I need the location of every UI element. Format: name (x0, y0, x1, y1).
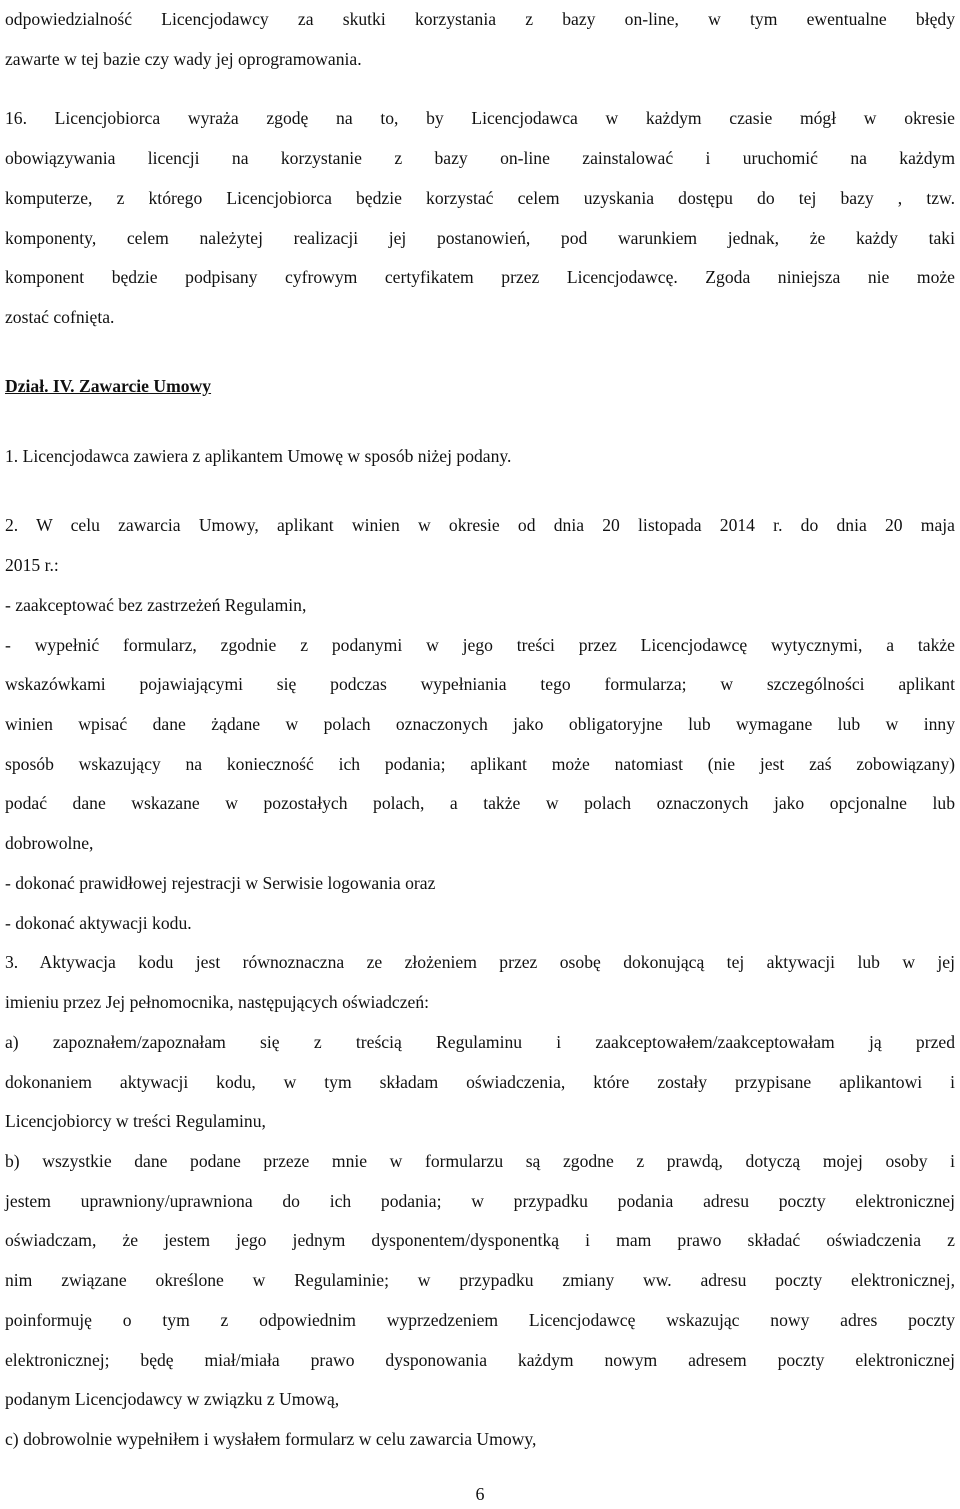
text-line: wskazówkami pojawiającymi się podczas wypełniania tego formularza; w szczególności aplikant (5, 674, 955, 694)
text-line: zostać cofnięta. (5, 307, 115, 327)
text-line: dobrowolne, (5, 833, 94, 853)
text-line: elektronicznej; będę miał/miała prawo dysponowania każdym nowym adresem poczty elektronicznej (5, 1350, 955, 1370)
text-line: 1. Licencjodawca zawiera z aplikantem Umowę w sposób niżej podany. (5, 446, 512, 466)
text-line: 3. Aktywacja kodu jest równoznaczna ze złożeniem przez osobę dokonującą tej aktywacji lub w jej (5, 952, 955, 972)
text-line: c) dobrowolnie wypełniłem i wysłałem formularz w celu zawarcia Umowy, (5, 1429, 537, 1449)
text-line: Licencjobiorcy w treści Regulaminu, (5, 1111, 266, 1131)
text-line: podanym Licencjodawcy w związku z Umową, (5, 1389, 340, 1409)
text-line: oświadczam, że jestem jego jednym dysponentem/dysponentką i mam prawo składać oświadczenia z (5, 1230, 955, 1250)
text-line: poinformuję o tym z odpowiednim wyprzedzeniem Licencjodawcę wskazując nowy adres poczty (5, 1310, 955, 1330)
text-line: nim związane określone w Regulaminie; w przypadku zmiany ww. adresu poczty elektronicznej, (5, 1270, 955, 1290)
text-line: odpowiedzialność Licencjodawcy za skutki korzystania z bazy on-line, w tym ewentualne błędy (5, 9, 955, 29)
text-line: - zaakceptować bez zastrzeżeń Regulamin, (5, 595, 307, 615)
text-line: komputerze, z którego Licencjobiorca będzie korzystać celem uzyskania dostępu do tej bazy , tzw. (5, 188, 955, 208)
text-line: winien wpisać dane żądane w polach oznaczonych jako obligatoryjne lub wymagane lub w inny (5, 714, 955, 734)
text-line: b) wszystkie dane podane przeze mnie w formularzu są zgodne z prawdą, dotyczą mojej osoby i (5, 1151, 955, 1171)
text-line: 16. Licencjobiorca wyraża zgodę na to, by Licencjodawca w każdym czasie mógł w okresie (5, 108, 955, 128)
text-line: obowiązywania licencji na korzystanie z bazy on-line zainstalować i uruchomić na każdym (5, 148, 955, 168)
text-line: a) zapoznałem/zapoznałam się z treścią Regulaminu i zaakceptowałem/zaakceptowałam ją przed (5, 1032, 955, 1052)
text-line: - dokonać prawidłowej rejestracji w Serwisie logowania oraz (5, 873, 436, 893)
text-line: komponent będzie podpisany cyfrowym certyfikatem przez Licencjodawcę. Zgoda niniejsza nie może (5, 267, 955, 287)
text-line: 2015 r.: (5, 555, 59, 575)
document-page (5, 0, 955, 1509)
text-line: - wypełnić formularz, zgodnie z podanymi w jego treści przez Licencjodawcę wytycznymi, a także (5, 635, 955, 655)
text-line: jestem uprawniony/uprawniona do ich podania; w przypadku podania adresu poczty elektronicznej (5, 1191, 955, 1211)
text-line: - dokonać aktywacji kodu. (5, 913, 192, 933)
section-heading: Dział. IV. Zawarcie Umowy (5, 376, 212, 396)
text-line: dokonaniem aktywacji kodu, w tym składam oświadczenia, które zostały przypisane aplikantowi i (5, 1072, 955, 1092)
text-line: podać dane wskazane w pozostałych polach, a także w polach oznaczonych jako opcjonalne lub (5, 793, 955, 813)
text-line: imieniu przez Jej pełnomocnika, następujących oświadczeń: (5, 992, 430, 1012)
page-number: 6 (475, 1484, 485, 1504)
text-line: 2. W celu zawarcia Umowy, aplikant winien w okresie od dnia 20 listopada 2014 r. do dnia 20 maja (5, 515, 955, 535)
text-line: sposób wskazujący na konieczność ich podania; aplikant może natomiast (nie jest zaś zobowiązany) (5, 754, 955, 774)
text-line: komponenty, celem należytej realizacji jej postanowień, pod warunkiem jednak, że każdy taki (5, 228, 955, 248)
text-line: zawarte w tej bazie czy wady jej oprogramowania. (5, 49, 362, 69)
